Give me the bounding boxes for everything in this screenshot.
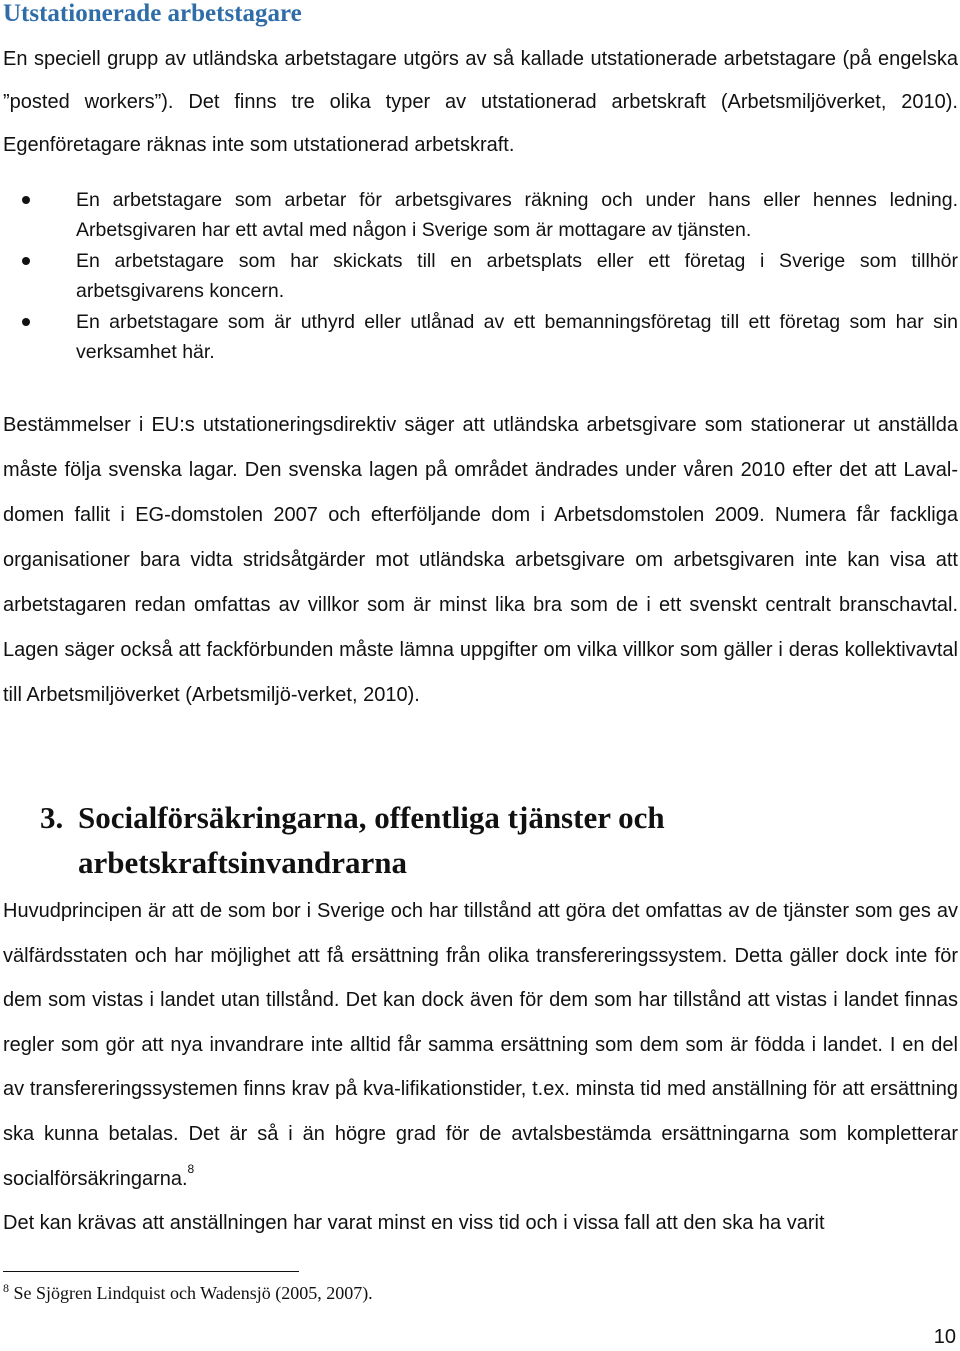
bullet-icon xyxy=(22,318,30,326)
list-item xyxy=(20,185,958,245)
list-item xyxy=(20,307,958,367)
list-item-text: En arbetstagare som arbetar för arbetsgivares räkning och under hans eller hennes ledning. Arbetsgivaren har ett avtal med någon i Sverige som är mottagare av tjänsten. xyxy=(76,189,958,241)
footnote-divider xyxy=(3,1271,299,1272)
page-number: 10 xyxy=(933,1326,956,1348)
main-paragraph-continuation: Det kan krävas att anställningen har varat minst en viss tid och i vissa fall att den ska ha varit xyxy=(3,1212,825,1235)
chapter-heading xyxy=(40,795,780,885)
footnote xyxy=(3,1283,373,1304)
worker-types-list xyxy=(20,185,958,368)
main-paragraph xyxy=(3,889,958,1246)
list-item-text: En arbetstagare som har skickats till en arbetsplats eller ett företag i Sverige som tillhör arbetsgivarens koncern. xyxy=(76,250,958,302)
eu-directive-paragraph: Bestämmelser i EU:s utstationeringsdirektiv säger att utländska arbetsgivare som stationerar ut anställda måste följa svenska lagar. Den svenska lagen på området ändrades under våren 2010 efter det att Laval-domen fallit i EG-domstolen 2007 och efterföljande dom i Arbetsdomstolen 2009. Numera får fackliga organisationer bara vidta stridsåtgärder mot utländska arbetsgivare om arbetsgivaren inte kan visa att arbetstagaren redan omfattas av villkor som är minst lika bra som de i ett svenskt centralt branschavtal. Lagen säger också att fackförbunden måste lämna uppgifter om vilka villkor som gäller i deras kollektivavtal till Arbetsmiljöverket (Arbetsmiljö-verket, 2010). xyxy=(3,414,958,706)
intro-paragraph: En speciell grupp av utländska arbetstagare utgörs av så kallade utstationerade arbetstagare (på engelska ”posted workers”). Det finns tre olika typer av utstationerad arbetskraft (Arbetsmiljöverket, 2010). Egenföretagare räknas inte som utstationerad arbetskraft. xyxy=(3,48,958,156)
bullet-icon xyxy=(22,196,30,204)
chapter-title-line-2: arbetskraftsinvandrarna xyxy=(78,845,407,880)
list-item xyxy=(20,246,958,306)
bullet-icon xyxy=(22,257,30,265)
chapter-number: 3. xyxy=(40,800,64,835)
footnote-number: 8 xyxy=(3,1281,9,1295)
section-subheading: Utstationerade arbetstagare xyxy=(3,0,302,27)
footnote-text: Se Sjögren Lindquist och Wadensjö (2005, 2007). xyxy=(13,1283,373,1303)
footnote-reference[interactable]: 8 xyxy=(187,1161,195,1176)
main-paragraph-text: Huvudprincipen är att de som bor i Sverige och har tillstånd att göra det omfattas av de tjänster som ges av välfärdsstaten och har möjlighet att få ersättning från olika transfereringssystem. Detta gäller dock inte för dem som vistas i landet utan tillstånd. Det kan dock även för dem som har tillstånd att vistas i landet finnas regler som gör att nya invandrare inte alltid får samma ersättning som dem som är födda i landet. I en del av transfereringssystemen finns krav på kva-lifikationstider, t.ex. minsta tid med anställning för att ersättning ska kunna betalas. Det är så i än högre grad för de avtalsbestämda ersättningarna som kompletterar socialförsäkringarna. xyxy=(3,900,958,1190)
list-item-text: En arbetstagare som är uthyrd eller utlånad av ett bemanningsföretag till ett företag som har sin verksamhet här. xyxy=(76,311,958,363)
chapter-title-line-1: Socialförsäkringarna, offentliga tjänster och xyxy=(78,800,665,835)
